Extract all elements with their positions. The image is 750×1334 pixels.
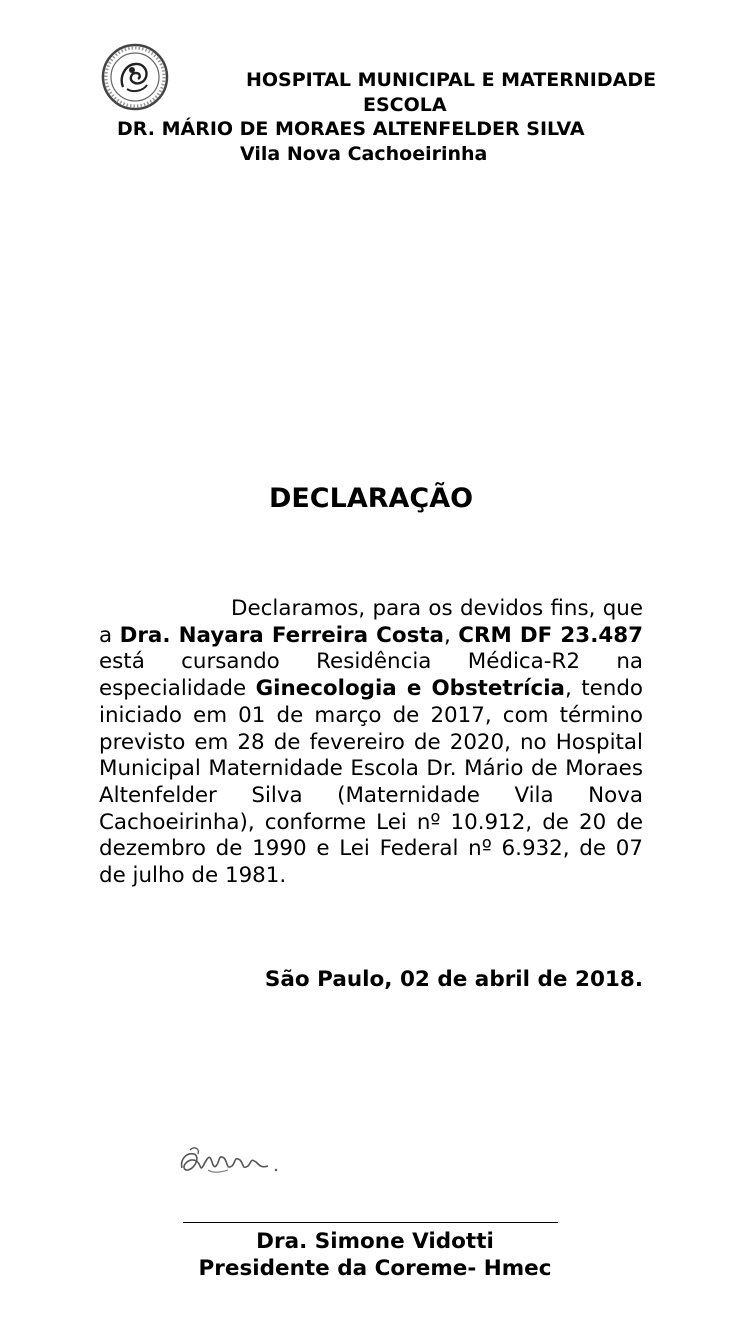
resident-crm: CRM DF 23.487 (458, 622, 643, 648)
residency-specialty: Ginecologia e Obstetrícia (255, 676, 565, 702)
hospital-header (100, 68, 660, 166)
header-location: Vila Nova Cachoeirinha (240, 142, 488, 165)
signer-block (100, 1228, 650, 1282)
signer-name: Dra. Simone Vidotti (256, 1229, 494, 1254)
body-details: , tendo iniciado em 01 de março de 2017, com término previsto em 28 de fevereiro de 2020, no Hospital Municipal Maternidade Escola Dr. Mário de Moraes Altenfelder Silva (Maternidade Vila Nova Cachoeirinha), conforme Lei nº 10.912, de 20 de dezembro de 1990 e Lei Federal nº 6.932, de 07 de julho de 1981. (99, 676, 643, 889)
body-residency: está cursando Residência Médica-R2 na especialidade (99, 649, 643, 702)
document-title: DECLARAÇÃO (268, 483, 474, 514)
resident-name: Dra. Nayara Ferreira Costa (119, 622, 444, 648)
body-intro: Declaramos, para os devidos fins, que a (99, 596, 643, 648)
handwritten-signature (178, 1140, 282, 1180)
signature-line (183, 1222, 558, 1223)
body-separator: , (443, 622, 459, 648)
header-hospital-name: HOSPITAL MUNICIPAL E MATERNIDADE (246, 69, 657, 91)
header-school: ESCOLA (363, 93, 447, 116)
declaration-body (99, 596, 643, 890)
header-honoree: DR. MÁRIO DE MORAES ALTENFELDER SILVA (117, 118, 585, 140)
place-and-date: São Paulo, 02 de abril de 2018. (264, 967, 643, 992)
signer-role: Presidente da Coreme- Hmec (198, 1256, 552, 1281)
